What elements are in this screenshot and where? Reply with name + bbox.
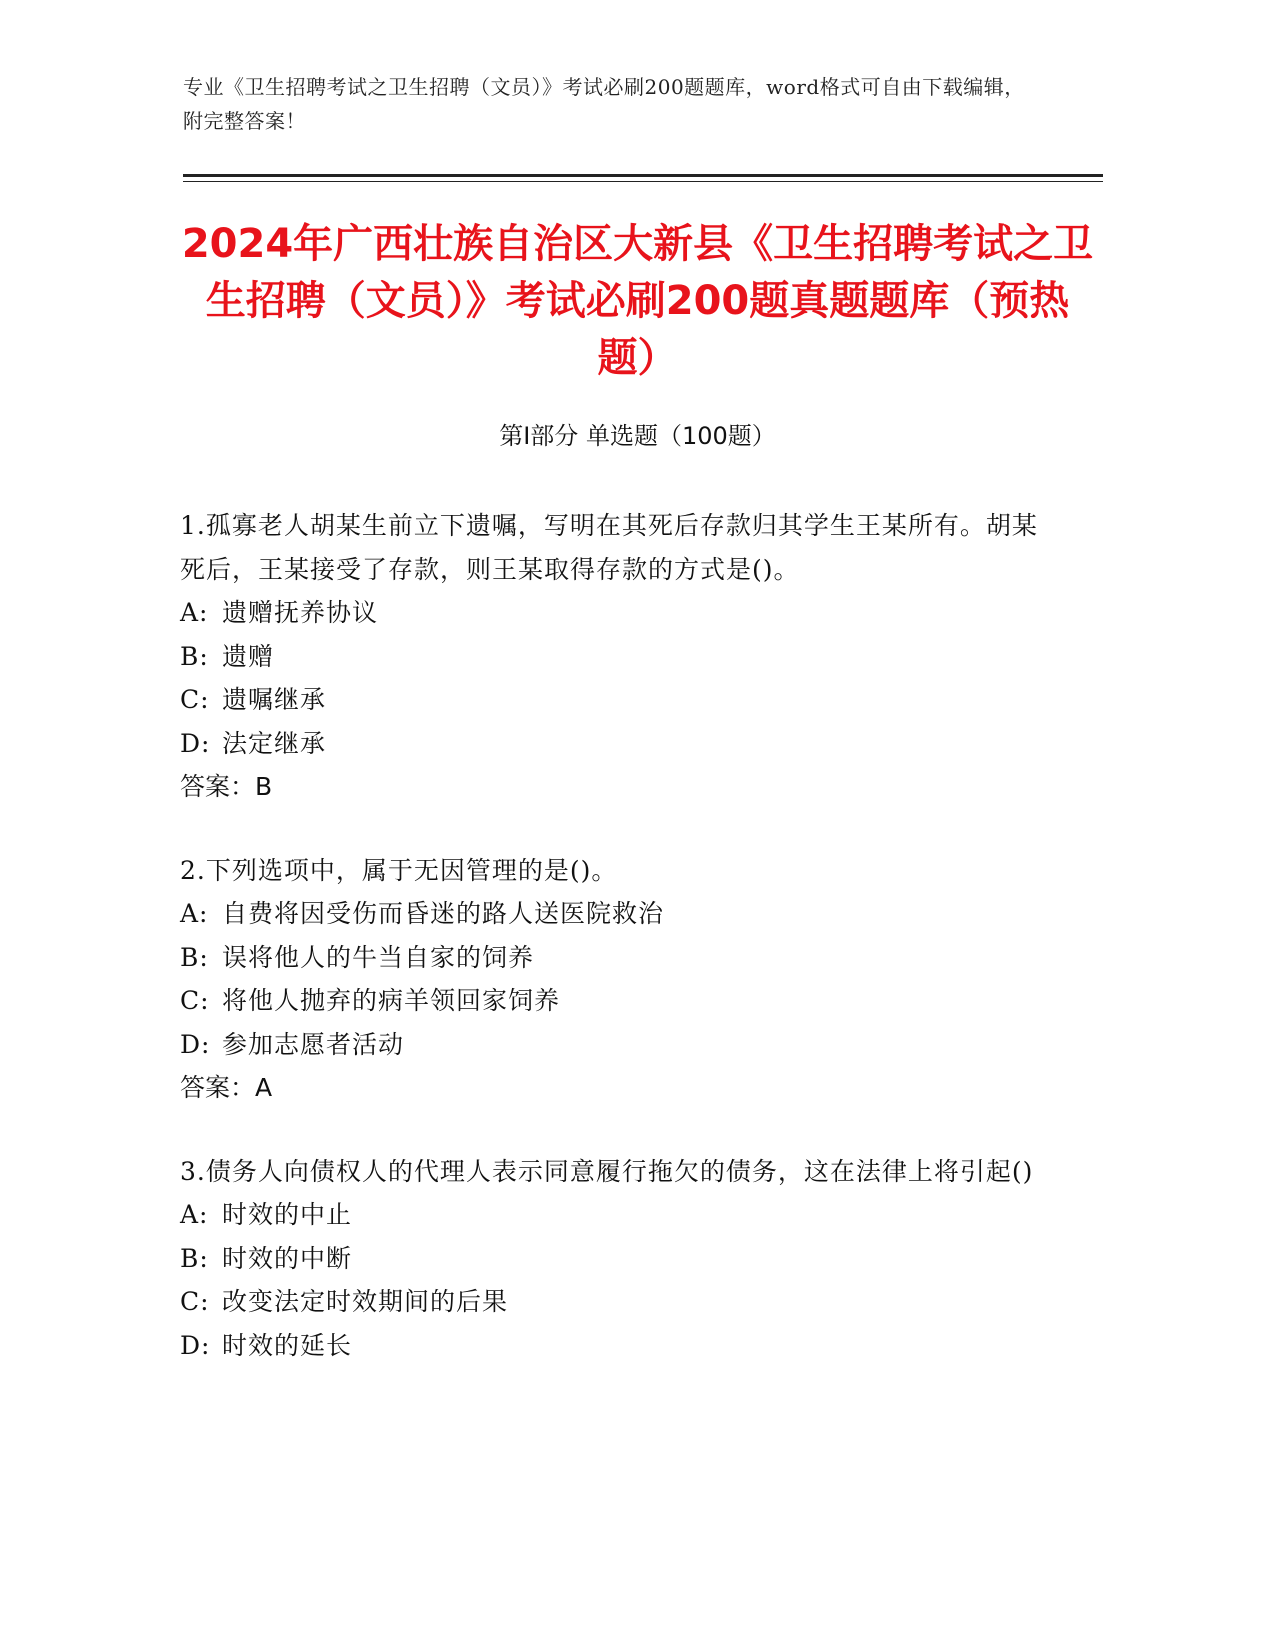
option-text: 自费将因受伤而昏迷的路人送医院救治 — [222, 899, 665, 928]
option-c — [180, 979, 1040, 1023]
option-text: 将他人抛弃的病羊领回家饲养 — [222, 986, 561, 1015]
option-text: 遗嘱继承 — [222, 685, 327, 714]
option-text: 时效的延长 — [222, 1330, 353, 1360]
option-label: D: — [180, 1330, 211, 1360]
option-text: 误将他人的牛当自家的饲养 — [222, 942, 535, 972]
section-heading: 第Ⅰ部分 单选题（100题） — [499, 422, 776, 450]
question-stem: 2.下列选项中，属于无因管理的是()。 — [180, 855, 618, 885]
option-b — [180, 635, 1040, 679]
header-note: 专业《卫生招聘考试之卫生招聘（文员）》考试必刷200题题库，word格式可自由下载编辑，附完整答案！ — [183, 75, 1025, 133]
option-d — [180, 1324, 1040, 1368]
option-label: D: — [180, 728, 211, 758]
question-2 — [180, 849, 1040, 1110]
header-rule-thin — [183, 181, 1103, 182]
option-text: 法定继承 — [222, 728, 327, 758]
answer-line — [180, 765, 1040, 809]
document-title: 2024年广西壮族自治区大新县《卫生招聘考试之卫生招聘（文员）》考试必刷200题真题题库（预热题） — [181, 221, 1094, 381]
option-b — [180, 1237, 1040, 1281]
question-3 — [180, 1150, 1040, 1368]
option-text: 参加志愿者活动 — [222, 1029, 405, 1059]
option-b — [180, 936, 1040, 980]
option-a — [180, 892, 1040, 936]
option-c — [180, 1280, 1040, 1324]
option-label: D: — [180, 1029, 211, 1059]
answer-label: 答案： — [180, 1073, 256, 1102]
option-label: B: — [180, 1243, 209, 1273]
option-label: A: — [180, 1200, 209, 1229]
question-1 — [180, 504, 1040, 809]
question-list — [180, 504, 1040, 1407]
option-label: B: — [180, 641, 209, 671]
option-label: B: — [180, 942, 209, 972]
option-label: C: — [180, 986, 210, 1015]
option-text: 改变法定时效期间的后果 — [222, 1287, 509, 1316]
option-c — [180, 678, 1040, 722]
option-d — [180, 1023, 1040, 1067]
option-label: A: — [180, 598, 209, 627]
header-rule-thick — [183, 174, 1103, 177]
option-label: C: — [180, 1287, 210, 1316]
answer-value: A — [255, 1073, 273, 1102]
option-d — [180, 722, 1040, 766]
question-stem: 1.孤寡老人胡某生前立下遗嘱，写明在其死后存款归其学生王某所有。胡某死后，王某接受了存款，则王某取得存款的方式是()。 — [180, 511, 1038, 584]
option-label: C: — [180, 685, 210, 714]
answer-label: 答案： — [180, 772, 256, 801]
option-text: 时效的中止 — [222, 1200, 353, 1229]
option-a — [180, 591, 1040, 635]
option-a — [180, 1193, 1040, 1237]
question-stem: 3.债务人向债权人的代理人表示同意履行拖欠的债务，这在法律上将引起() — [180, 1156, 1034, 1186]
option-text: 时效的中断 — [222, 1243, 353, 1273]
answer-value: B — [255, 772, 273, 801]
option-label: A: — [180, 899, 209, 928]
answer-line — [180, 1066, 1040, 1110]
option-text: 遗赠抚养协议 — [222, 598, 379, 627]
option-text: 遗赠 — [222, 641, 275, 671]
